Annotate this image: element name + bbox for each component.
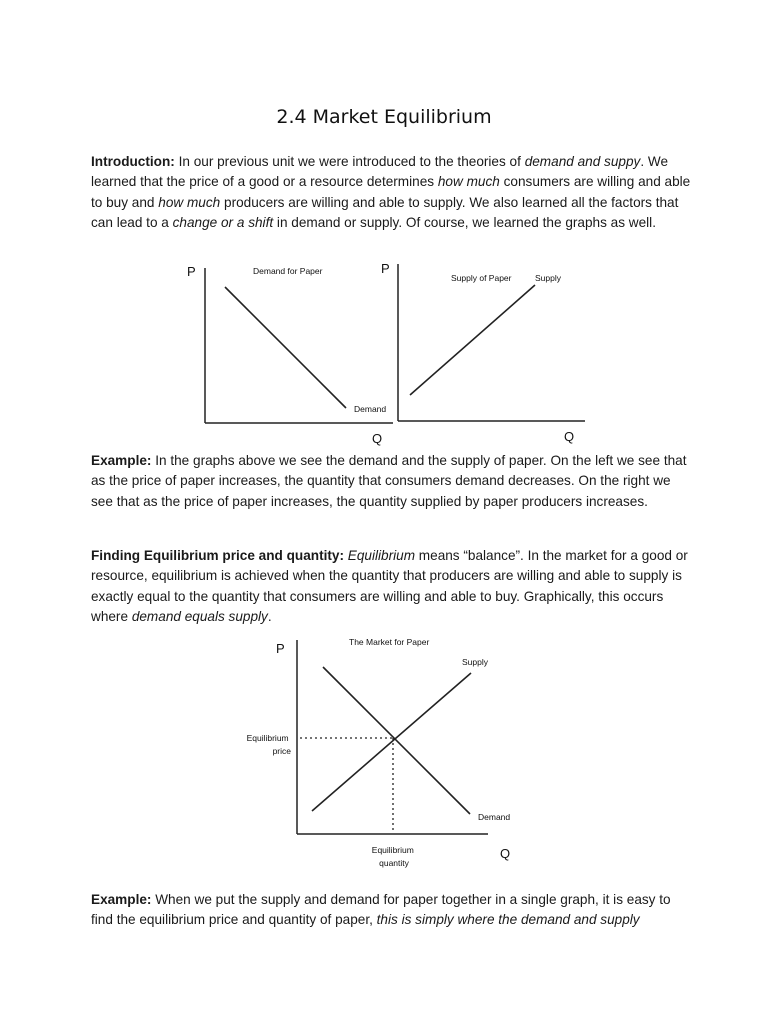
market-axis-p-label: P	[276, 641, 285, 656]
supply-axis-q-label: Q	[564, 429, 575, 444]
example-text: In the graphs above we see the demand and the supply of paper. On the left we see that as the price of paper increases, the quantity that consumers demand decreases. On the right we see that as the price of paper increases, the quantity supplied by paper producers increases.	[91, 453, 687, 509]
intro-text: . We learned that the price of a good or a resource determines	[91, 154, 669, 190]
intro-label: Introduction:	[91, 154, 175, 169]
intro-emphasis: demand and suppy	[524, 154, 641, 169]
intro-text: in demand or supply. Of course, we learned the graphs as well.	[273, 215, 656, 231]
supply-curve-label: Supply	[535, 273, 561, 283]
market-chart-title: The Market for Paper	[349, 637, 430, 647]
intro-emphasis: how much	[437, 174, 500, 190]
equilibrium-price-label	[247, 733, 292, 756]
intro-text: producers are willing and able to supply. We also learned all the factors that can lead to a	[91, 194, 679, 231]
demand-chart	[187, 264, 393, 446]
introduction-paragraph	[91, 152, 691, 234]
finding-emphasis: Equilibrium	[347, 548, 416, 563]
supply-chart-title: Supply of Paper	[451, 273, 512, 283]
intro-text: In our previous unit we were introduced to the theories of	[174, 154, 525, 169]
market-equilibrium-graph	[0, 630, 768, 875]
example-paragraph-2	[91, 890, 691, 931]
page-title: 2.4 Market Equilibrium	[276, 106, 492, 128]
example-label: Example:	[91, 892, 152, 907]
example-paragraph-1	[91, 451, 691, 512]
example-text: When we put the supply and demand for paper together in a single graph, it is easy to find the equilibrium price and quantity of paper,	[91, 892, 671, 928]
example-emphasis: this is simply where the demand and supply	[376, 912, 640, 928]
equilibrium-quantity-label-line: Equilibrium	[371, 845, 414, 855]
finding-text: .	[267, 609, 272, 625]
demand-curve	[225, 287, 346, 408]
market-axis-q-label: Q	[500, 846, 511, 861]
supply-axis-p-label: P	[381, 261, 390, 276]
demand-chart-title: Demand for Paper	[253, 266, 323, 276]
intro-text: consumers are willing and able to buy and	[91, 174, 691, 210]
finding-label: Finding Equilibrium price and quantity:	[91, 548, 344, 563]
finding-emphasis: demand equals supply	[131, 609, 268, 625]
demand-axis-p-label: P	[187, 264, 196, 279]
example-label: Example:	[91, 453, 152, 468]
intro-emphasis: how much	[158, 194, 221, 210]
supply-curve	[410, 285, 535, 395]
intro-emphasis: change or a shift	[172, 215, 274, 231]
supply-chart	[381, 261, 585, 444]
demand-axis-q-label: Q	[372, 431, 383, 446]
market-demand-label: Demand	[478, 812, 511, 822]
equilibrium-quantity-label-line: quantity	[379, 858, 409, 868]
equilibrium-price-label-line: price	[272, 746, 291, 756]
demand-curve-label: Demand	[354, 404, 387, 414]
market-demand-curve	[323, 667, 470, 814]
demand-supply-graphs	[0, 256, 768, 452]
finding-text: means “balance”. In the market for a good or resource, equilibrium is achieved when the quantity that producers are willing and able to supply is exactly equal to the quantity that consumers are willing and able to buy. Graphically, this occurs where	[91, 548, 688, 625]
equilibrium-quantity-label	[372, 845, 416, 868]
market-supply-label: Supply	[462, 657, 488, 667]
equilibrium-price-label-line: Equilibrium	[246, 733, 289, 743]
finding-equilibrium-paragraph	[91, 546, 691, 628]
